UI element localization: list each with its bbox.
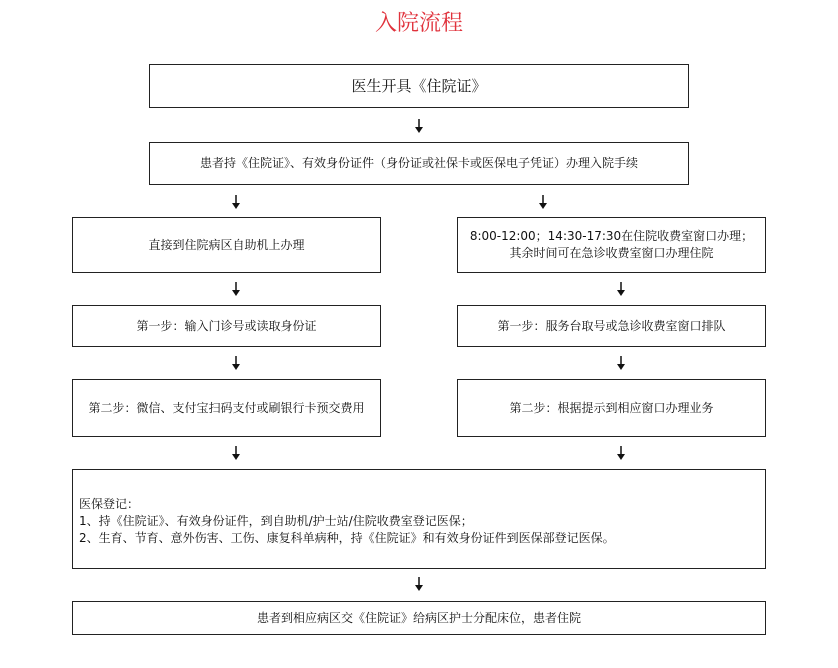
arrow-down-icon bbox=[538, 195, 548, 209]
node-final-bed-assignment bbox=[72, 601, 766, 635]
node-self-service-text: 直接到住院病区自助机上办理 bbox=[148, 237, 305, 252]
arrow-down-icon bbox=[231, 356, 241, 370]
node-left-step-1-text: 第一步：输入门诊号或读取身份证 bbox=[136, 318, 317, 333]
node-patient-brings-documents bbox=[149, 142, 689, 185]
node-counter-line1: 8:00-12:00；14:30-17:30在住院收费室窗口办理； bbox=[469, 229, 754, 243]
arrow-down-icon bbox=[231, 195, 241, 209]
node-left-step-1 bbox=[72, 305, 381, 347]
node-counter-text bbox=[470, 228, 753, 262]
node-right-step-2-text: 第二步：根据提示到相应窗口办理业务 bbox=[509, 400, 714, 415]
node-cashier-counter-hours bbox=[457, 217, 766, 273]
page-title: 入院流程 bbox=[374, 11, 463, 36]
arrow-down-icon bbox=[414, 577, 424, 591]
arrow-down-icon bbox=[231, 446, 241, 460]
node-self-service-kiosk bbox=[72, 217, 381, 273]
node-left-step-2 bbox=[72, 379, 381, 437]
node-left-step-2-text: 第二步：微信、支付宝扫码支付或刷银行卡预交费用 bbox=[88, 400, 365, 415]
node-right-step-1 bbox=[457, 305, 766, 347]
insurance-item-2: 2、生育、节育、意外伤害、工伤、康复科单病种，持《住院证》和有效身份证件到医保部登记医保。 bbox=[79, 531, 615, 545]
node-right-step-2 bbox=[457, 379, 766, 437]
node-final-text: 患者到相应病区交《住院证》给病区护士分配床位，患者住院 bbox=[256, 610, 581, 625]
arrow-down-icon bbox=[616, 282, 626, 296]
arrow-down-icon bbox=[231, 282, 241, 296]
arrow-down-icon bbox=[616, 356, 626, 370]
arrow-down-icon bbox=[414, 119, 424, 133]
node-patient-docs-text: 患者持《住院证》、有效身份证件（身份证或社保卡或医保电子凭证）办理入院手续 bbox=[199, 156, 638, 170]
node-insurance-registration bbox=[72, 469, 766, 569]
arrow-down-icon bbox=[616, 446, 626, 460]
insurance-heading: 医保登记： bbox=[79, 497, 140, 511]
node-doctor-issues-admission-certificate bbox=[149, 64, 689, 108]
insurance-item-1: 1、持《住院证》、有效身份证件，到自助机/护士站/住院收费室登记医保； bbox=[79, 514, 473, 528]
node-right-step-1-text: 第一步：服务台取号或急诊收费室窗口排队 bbox=[497, 318, 726, 333]
node-doctor-text: 医生开具《住院证》 bbox=[351, 76, 487, 95]
node-counter-line2: 其余时间可在急诊收费室窗口办理住院 bbox=[509, 246, 714, 260]
